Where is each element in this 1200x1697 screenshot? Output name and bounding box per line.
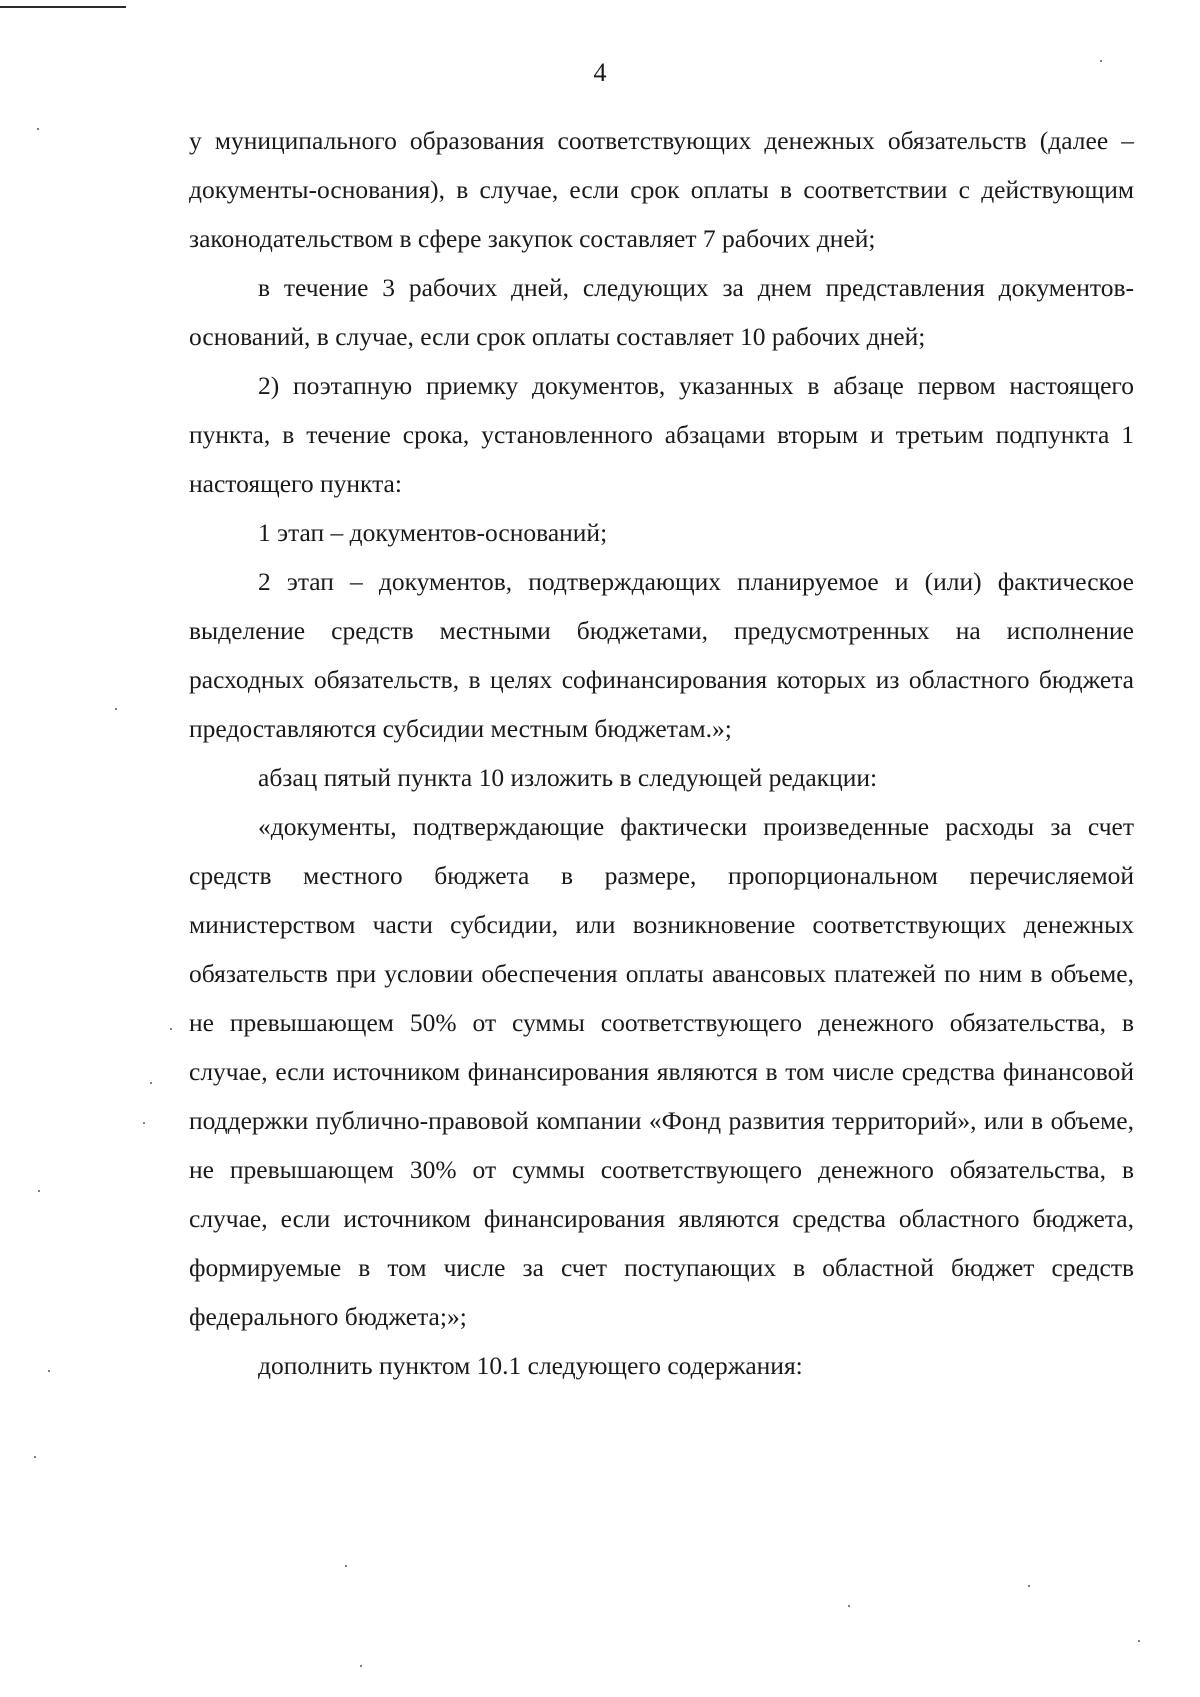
paragraph-amend-clause-10: абзац пятый пункта 10 изложить в следующей редакции: [258,763,878,792]
scan-speck [37,128,39,130]
paragraph-stage-2: 2 этап – документов, подтверждающих планируемое и (или) фактическое выделение средств местными бюджетами, предусмотренных на исполнение расходных обязательств, в целях софинансирования которых из областного бюджета предоставляются субсидии местным бюджетам.»; [189,567,1134,743]
scan-speck [1100,60,1102,62]
scan-speck [345,1565,347,1567]
scan-speck [150,1082,152,1084]
paragraph-stage-1: 1 этап – документов-оснований; [258,518,608,547]
paragraph-documents-confirming: «документы, подтверждающие фактически произведенные расходы за счет средств местного бюджета в размере, пропорциональном перечисляемой министерством части субсидии, или возникновение соответствующих денежных обязательств при условии обеспечения оплаты авансовых платежей по ним в объеме, не превышающем 50% от суммы соответствующего денежного обязательства, в случае, если источником финансирования являются в том числе средства финансовой поддержки публично-правовой компании «Фонд развития территорий», или в объеме, не превышающем 30% от суммы соответствующего денежного обязательства, в случае, если источником финансирования являются средства областного бюджета, формируемые в том числе за счет поступающих в областной бюджет средств федерального бюджета;»; [189,812,1134,1331]
page-number: 4 [593,58,607,87]
scan-speck [48,1370,50,1372]
paragraph-continuation: у муниципального образования соответствующих денежных обязательств (далее – документы-основания), в случае, если срок оплаты в соответствии с действующим законодательством в сфере закупок составляет 7 рабочих дней; [189,126,1134,253]
scan-speck [115,708,117,710]
scan-speck [170,1028,172,1030]
scan-speck [34,1456,36,1458]
scan-speck [38,1190,40,1192]
paragraph-staged-acceptance: 2) поэтапную приемку документов, указанных в абзаце первом настоящего пункта, в течение срока, установленного абзацами вторым и третьим подпункта 1 настоящего пункта: [189,371,1134,498]
scan-speck [143,1122,145,1124]
paragraph-term-3-days: в течение 3 рабочих дней, следующих за днем представления документов-оснований, в случае, если срок оплаты составляет 10 рабочих дней; [189,273,1134,351]
paragraph-add-clause-10-1: дополнить пунктом 10.1 следующего содержания: [258,1351,803,1380]
scan-speck [848,1605,850,1607]
scan-speck [360,1665,362,1667]
scan-speck [1028,1585,1030,1587]
document-body [189,116,1134,1390]
scan-speck [1138,1640,1140,1642]
scan-edge-line [0,6,126,8]
